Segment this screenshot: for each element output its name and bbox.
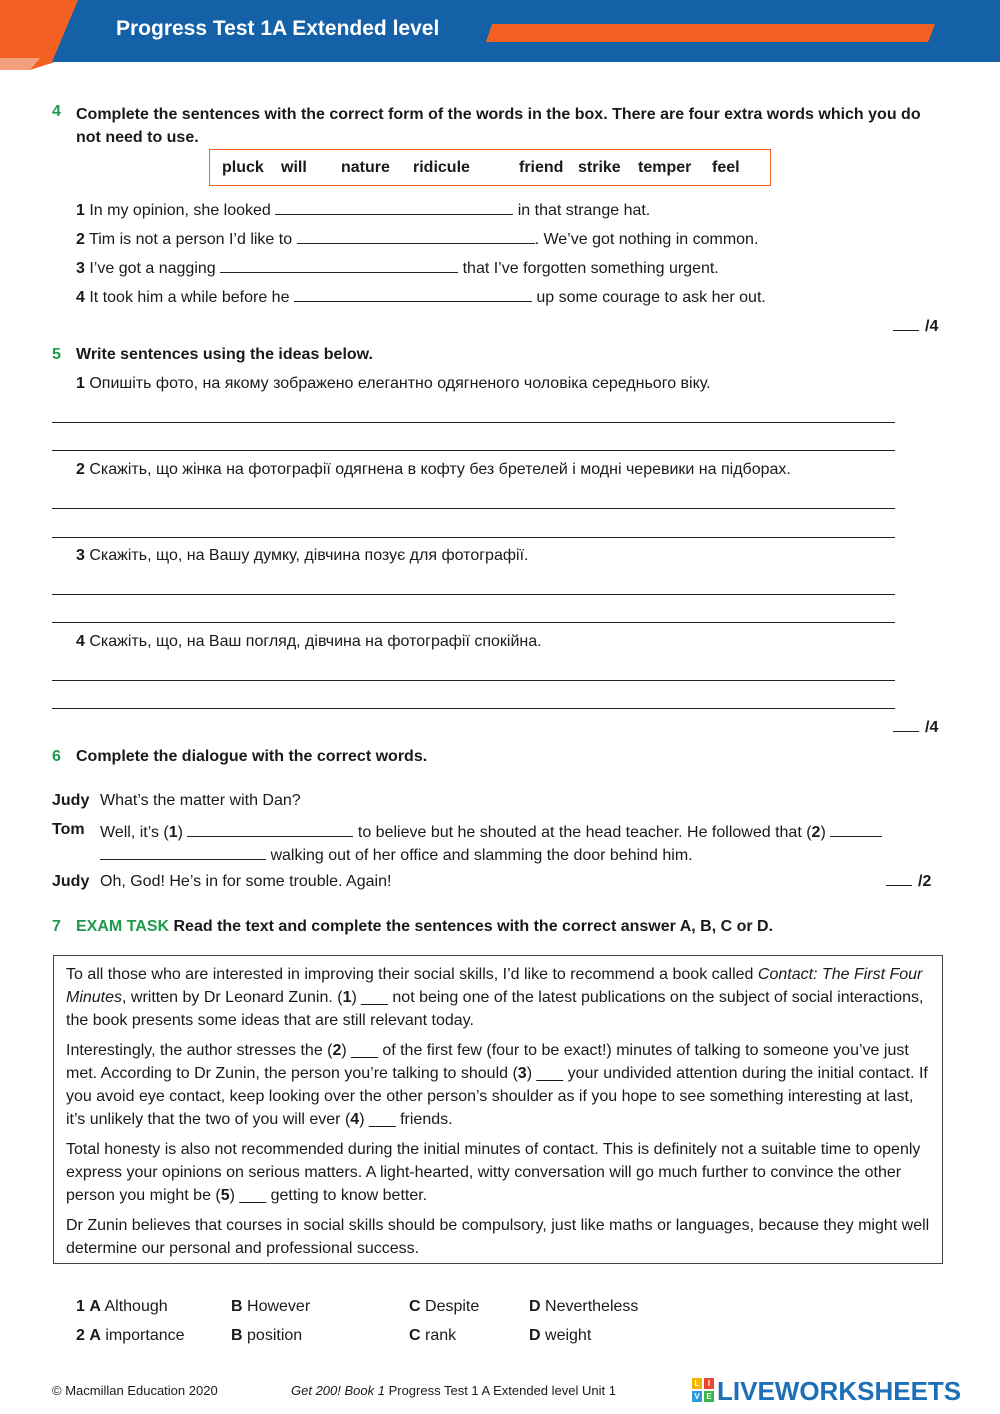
score-blank[interactable]: [893, 719, 919, 732]
score-total: /2: [918, 873, 932, 890]
option-text: Nevertheless: [545, 1298, 639, 1315]
dialogue-text: Well, it’s (: [100, 824, 169, 841]
option-text: Despite: [425, 1298, 480, 1315]
gap-number: 4: [350, 1111, 360, 1128]
writing-line[interactable]: [52, 450, 895, 451]
dialogue-line: What’s the matter with Dan?: [100, 792, 301, 809]
text-run: ) ___ friends.: [359, 1111, 453, 1128]
writing-line[interactable]: [52, 708, 895, 709]
header-banner: [0, 0, 1000, 70]
item-text-after: that I’ve forgotten something urgent.: [462, 260, 719, 277]
option-letter: D: [529, 1327, 541, 1344]
answer-blank[interactable]: [830, 822, 882, 837]
option-letter: C: [409, 1298, 421, 1315]
text-run: ) ___ getting to know better.: [229, 1187, 428, 1204]
item-prompt: Опишіть фото, на якому зображено елегантно одягненого чоловіка середнього віку.: [89, 375, 711, 392]
text-run: , written by Dr Leonard Zunin. (: [122, 989, 343, 1006]
answer-blank[interactable]: [187, 822, 353, 837]
logo-square: V: [692, 1391, 702, 1402]
text-run: To all those who are interested in improving their social skills, I’d like to recommend a book called: [66, 966, 758, 983]
word-box-item: feel: [712, 159, 740, 176]
answer-blank[interactable]: [275, 200, 513, 215]
writing-line[interactable]: [52, 680, 895, 681]
gap-number: 5: [220, 1187, 230, 1204]
q4-score: [893, 318, 938, 336]
reading-paragraph: [66, 963, 932, 1032]
option-text: Although: [104, 1298, 168, 1315]
option-2d[interactable]: [529, 1327, 591, 1345]
dialogue-speaker: Judy: [52, 873, 90, 890]
q7-heading: [76, 918, 773, 936]
logo-square: I: [704, 1378, 714, 1389]
option-2b[interactable]: [231, 1327, 302, 1345]
page-title: Progress Test 1A Extended level: [116, 17, 440, 40]
q4-item-4: [76, 287, 766, 307]
logo-square: L: [692, 1378, 702, 1389]
dialogue-speaker: Tom: [52, 821, 85, 838]
item-number: 2: [76, 461, 85, 478]
q6-score: [886, 873, 931, 891]
score-blank[interactable]: [886, 873, 912, 886]
item-text-after: up some courage to ask her out.: [536, 289, 766, 306]
item-number: 2: [76, 231, 85, 248]
reading-paragraph: [66, 1039, 932, 1131]
item-number: 3: [76, 260, 85, 277]
option-number: 1: [76, 1298, 85, 1315]
option-1a[interactable]: [76, 1298, 168, 1316]
word-box-item: nature: [341, 159, 390, 176]
q5-score: [893, 719, 938, 737]
option-letter: A: [89, 1327, 101, 1344]
logo-mark: [692, 1378, 714, 1402]
option-letter: D: [529, 1298, 541, 1315]
item-text-after: . We’ve got nothing in common.: [534, 231, 759, 248]
option-letter: B: [231, 1327, 243, 1344]
dialogue-text: ): [820, 824, 826, 841]
dialogue-line: [100, 821, 935, 867]
text-run: Total honesty is also not recommended during the initial minutes of contact. This is definitely not a suitable time to openly express your opinions on serious matters. A light-hearted, witty conversation will go much further to convince the other person you might be (: [66, 1141, 921, 1204]
score-total: /4: [925, 719, 939, 736]
q6-number: 6: [52, 748, 61, 765]
item-text-before: It took him a while before he: [89, 289, 290, 306]
q7-instruction: Read the text and complete the sentences with the correct answer A, B, C or D.: [173, 918, 774, 935]
q5-item-1: [76, 375, 711, 393]
logo-square: E: [704, 1391, 714, 1402]
dialogue-text: to believe but he shouted at the head teacher. He followed that (: [357, 824, 812, 841]
option-letter: B: [231, 1298, 243, 1315]
item-text-before: Tim is not a person I’d like to: [89, 231, 293, 248]
score-total: /4: [925, 318, 939, 335]
footer-book-rest: Progress Test 1 A Extended level Unit 1: [384, 1383, 616, 1398]
item-number: 4: [76, 289, 85, 306]
item-number: 1: [76, 202, 85, 219]
answer-blank[interactable]: [297, 229, 535, 244]
option-1c[interactable]: [409, 1298, 479, 1316]
option-number: 2: [76, 1327, 85, 1344]
reading-paragraph: [66, 1138, 932, 1207]
q5-item-4: [76, 633, 542, 651]
dialogue-line: Oh, God! He’s in for some trouble. Again!: [100, 873, 392, 890]
item-prompt: Скажіть, що, на Вашу думку, дівчина позує для фотографії.: [89, 547, 529, 564]
option-1b[interactable]: [231, 1298, 310, 1316]
q5-item-2: [76, 461, 791, 479]
gap-number: 3: [517, 1065, 527, 1082]
footer-book-title: Get 200! Book 1: [291, 1383, 385, 1398]
dialogue-text: ): [177, 824, 183, 841]
logo-wordmark: LIVEWORKSHEETS: [717, 1376, 962, 1406]
item-prompt: Скажіть, що, на Ваш погляд, дівчина на фотографії спокійна.: [89, 633, 542, 650]
item-text-before: I’ve got a nagging: [89, 260, 216, 277]
text-run: ) ___ of the first few (four to be exact!) minutes of talking to someone you’ve just met. According to Dr Zunin, the person you’re talking to should (: [66, 1042, 909, 1082]
header-orange-stripe: [486, 24, 935, 42]
reading-text-box: [53, 955, 943, 1264]
writing-line[interactable]: [52, 594, 895, 595]
option-text: weight: [545, 1327, 592, 1344]
option-1d[interactable]: [529, 1298, 638, 1316]
q6-instruction: Complete the dialogue with the correct words.: [76, 748, 428, 765]
answer-blank[interactable]: [100, 845, 266, 860]
q7-number: 7: [52, 918, 61, 935]
q5-item-3: [76, 547, 528, 565]
option-2a[interactable]: [76, 1327, 185, 1345]
option-letter: A: [89, 1298, 101, 1315]
liveworksheets-logo: [692, 1376, 992, 1406]
exam-task-label: EXAM TASK: [76, 918, 170, 935]
text-run: Interestingly, the author stresses the (: [66, 1042, 333, 1059]
writing-line[interactable]: [52, 422, 895, 423]
word-box-item: strike: [578, 159, 621, 176]
item-text-before: In my opinion, she looked: [89, 202, 271, 219]
option-2c[interactable]: [409, 1327, 456, 1345]
option-text: position: [247, 1327, 303, 1344]
item-number: 1: [76, 375, 85, 392]
q5-instruction: Write sentences using the ideas below.: [76, 346, 373, 363]
word-box-item: will: [281, 159, 307, 176]
text-run: ) ___ your undivided attention during the initial contact. If you avoid eye contact, keep looking over the other person’s shoulder as if you hope to see something interesting at last, it’s unlikely that the two of you will ever (: [66, 1065, 928, 1128]
gap-number: 1: [342, 989, 352, 1006]
score-blank[interactable]: [893, 318, 919, 331]
word-box-item: ridicule: [413, 159, 470, 176]
option-letter: C: [409, 1327, 421, 1344]
word-box-item: friend: [519, 159, 564, 176]
gap-number: 2: [332, 1042, 342, 1059]
q4-number: 4: [52, 103, 61, 120]
writing-line[interactable]: [52, 508, 895, 509]
footer-book-info: [291, 1383, 616, 1398]
dialogue-text: walking out of her office and slamming the door behind him.: [270, 847, 693, 864]
option-text: However: [247, 1298, 311, 1315]
book-title: Contact: The First Four Minutes: [66, 966, 923, 1006]
footer-copyright: © Macmillan Education 2020: [52, 1383, 218, 1398]
text-run: ) ___ not being one of the latest publications on the subject of social interactions, the book presents some ideas that are still relevant today.: [66, 989, 924, 1029]
item-number: 4: [76, 633, 85, 650]
dialogue-speaker: Judy: [52, 792, 90, 809]
gap-number: 2: [811, 824, 821, 841]
answer-blank[interactable]: [294, 287, 532, 302]
q4-item-3: [76, 258, 719, 278]
option-text: importance: [105, 1327, 185, 1344]
word-box: [209, 149, 771, 186]
option-text: rank: [425, 1327, 457, 1344]
item-prompt: Скажіть, що жінка на фотографії одягнена в кофту без бретелей і модні черевики на підборах.: [89, 461, 791, 478]
gap-number: 1: [168, 824, 178, 841]
q4-instruction: Complete the sentences with the correct form of the words in the box. There are four extra words which you do not need to use.: [76, 106, 921, 146]
q5-number: 5: [52, 346, 61, 363]
word-box-item: temper: [638, 159, 692, 176]
item-number: 3: [76, 547, 85, 564]
writing-line[interactable]: [52, 622, 895, 623]
q4-item-1: [76, 200, 650, 220]
word-box-item: pluck: [222, 159, 264, 176]
reading-paragraph: Dr Zunin believes that courses in social skills should be compulsory, just like maths or languages, because they might well determine our personal and professional success.: [66, 1217, 930, 1257]
answer-blank[interactable]: [220, 258, 458, 273]
item-text-after: in that strange hat.: [517, 202, 651, 219]
writing-line[interactable]: [52, 537, 895, 538]
q4-item-2: [76, 229, 758, 249]
